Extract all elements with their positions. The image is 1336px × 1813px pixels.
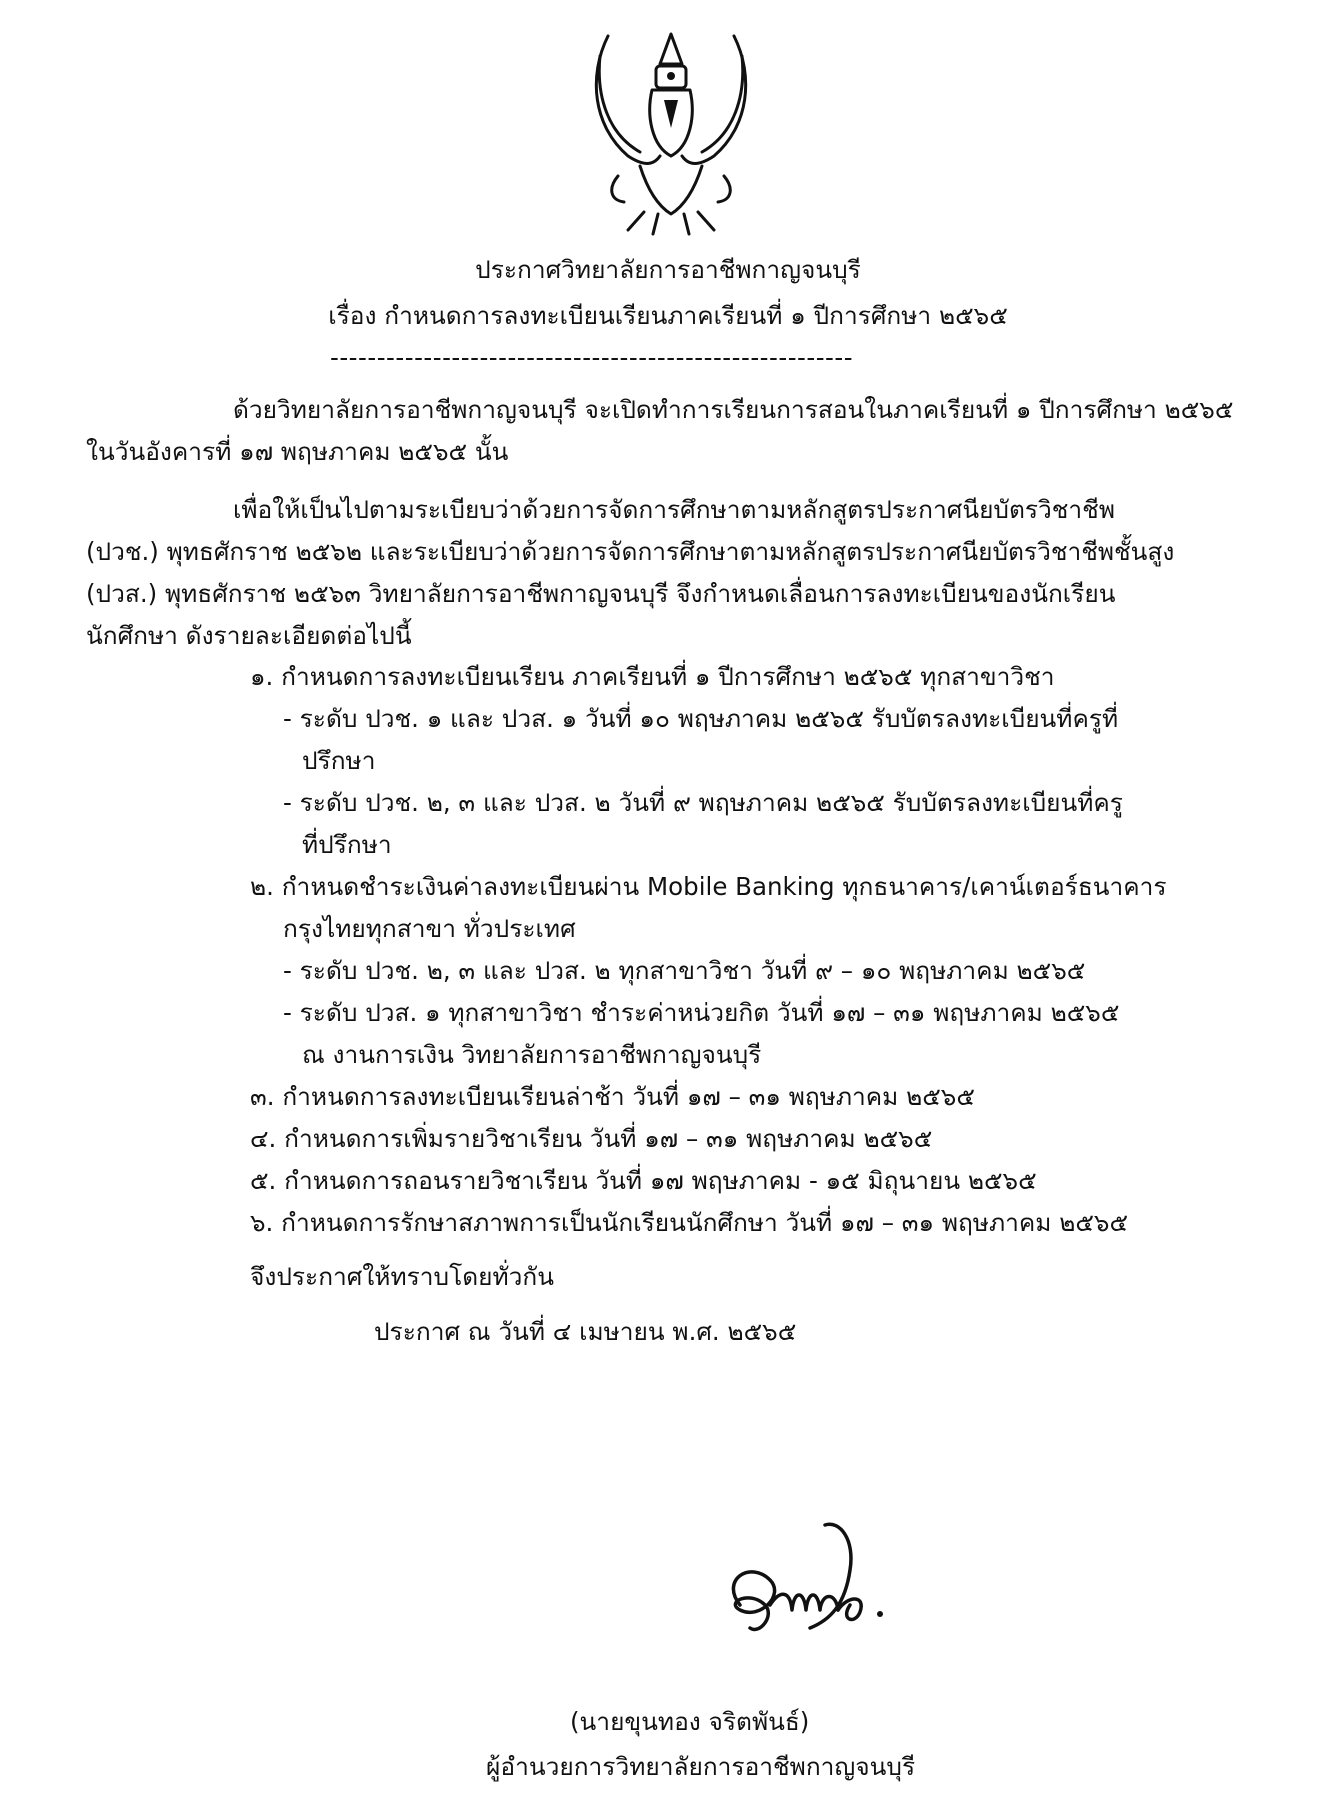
item-1b-cont: ที่ปรึกษา <box>302 830 392 859</box>
document-subject: เรื่อง กำหนดการลงทะเบียนเรียนภาคเรียนที่ ๑ ปีการศึกษา ๒๕๖๕ <box>328 301 1008 330</box>
separator-line: -------------------------------------------------------- <box>330 343 854 372</box>
signer-name: (นายขุนทอง จริตพันธ์) <box>570 1707 810 1736</box>
intro-line-2: ในวันอังคารที่ ๑๗ พฤษภาคม ๒๕๖๕ นั้น <box>86 437 509 466</box>
signer-title: ผู้อำนวยการวิทยาลัยการอาชีพกาญจนบุรี <box>486 1752 916 1781</box>
intro-line-1: ด้วยวิทยาลัยการอาชีพกาญจนบุรี จะเปิดทำการเรียนการสอนในภาคเรียนที่ ๑ ปีการศึกษา ๒๕๖๕ <box>233 395 1234 424</box>
item-1b: - ระดับ ปวช. ๒, ๓ และ ปวส. ๒ วันที่ ๙ พฤษภาคม ๒๕๖๕ รับบัตรลงทะเบียนที่ครู <box>283 788 1123 817</box>
garuda-emblem-icon <box>548 16 794 238</box>
item-1: ๑. กำหนดการลงทะเบียนเรียน ภาคเรียนที่ ๑ ปีการศึกษา ๒๕๖๕ ทุกสาขาวิชา <box>250 662 1055 691</box>
item-6: ๖. กำหนดการรักษาสภาพการเป็นนักเรียนนักศึกษา วันที่ ๑๗ – ๓๑ พฤษภาคม ๒๕๖๕ <box>250 1208 1128 1237</box>
purpose-line-3: (ปวส.) พุทธศักราช ๒๕๖๓ วิทยาลัยการอาชีพกาญจนบุรี จึงกำหนดเลื่อนการลงทะเบียนของนักเรียน <box>86 579 1116 608</box>
item-1a-cont: ปรึกษา <box>302 746 376 775</box>
document-title: ประกาศวิทยาลัยการอาชีพกาญจนบุรี <box>475 255 861 284</box>
item-2c: - ระดับ ปวส. ๑ ทุกสาขาวิชา ชำระค่าหน่วยกิต วันที่ ๑๗ – ๓๑ พฤษภาคม ๒๕๖๕ <box>283 998 1120 1027</box>
handwritten-signature-icon <box>680 1510 970 1670</box>
item-4: ๔. กำหนดการเพิ่มรายวิชาเรียน วันที่ ๑๗ – ๓๑ พฤษภาคม ๒๕๖๕ <box>250 1124 933 1153</box>
purpose-line-4: นักศึกษา ดังรายละเอียดต่อไปนี้ <box>86 621 412 650</box>
item-2a: - ระดับ ปวช. ๒, ๓ และ ปวส. ๒ ทุกสาขาวิชา วันที่ ๙ – ๑๐ พฤษภาคม ๒๕๖๕ <box>283 956 1086 985</box>
item-3: ๓. กำหนดการลงทะเบียนเรียนล่าช้า วันที่ ๑๗ – ๓๑ พฤษภาคม ๒๕๖๕ <box>250 1082 975 1111</box>
purpose-line-1: เพื่อให้เป็นไปตามระเบียบว่าด้วยการจัดการศึกษาตามหลักสูตรประกาศนียบัตรวิชาชีพ <box>233 495 1115 524</box>
item-2: ๒. กำหนดชำระเงินค่าลงทะเบียนผ่าน Mobile Banking ทุกธนาคาร/เคาน์เตอร์ธนาคาร <box>250 872 1167 901</box>
closing-text: จึงประกาศให้ทราบโดยทั่วกัน <box>250 1262 554 1291</box>
item-2c-cont: ณ งานการเงิน วิทยาลัยการอาชีพกาญจนบุรี <box>302 1040 762 1069</box>
announcement-date: ประกาศ ณ วันที่ ๔ เมษายน พ.ศ. ๒๕๖๕ <box>374 1317 797 1346</box>
item-5: ๕. กำหนดการถอนรายวิชาเรียน วันที่ ๑๗ พฤษภาคม - ๑๕ มิถุนายน ๒๕๖๕ <box>250 1166 1037 1195</box>
item-1a: - ระดับ ปวช. ๑ และ ปวส. ๑ วันที่ ๑๐ พฤษภาคม ๒๕๖๕ รับบัตรลงทะเบียนที่ครูที่ <box>283 704 1119 733</box>
purpose-line-2: (ปวช.) พุทธศักราช ๒๕๖๒ และระเบียบว่าด้วยการจัดการศึกษาตามหลักสูตรประกาศนียบัตรวิชาชีพชั้นสูง <box>86 537 1175 566</box>
item-2-cont: กรุงไทยทุกสาขา ทั่วประเทศ <box>283 914 576 943</box>
